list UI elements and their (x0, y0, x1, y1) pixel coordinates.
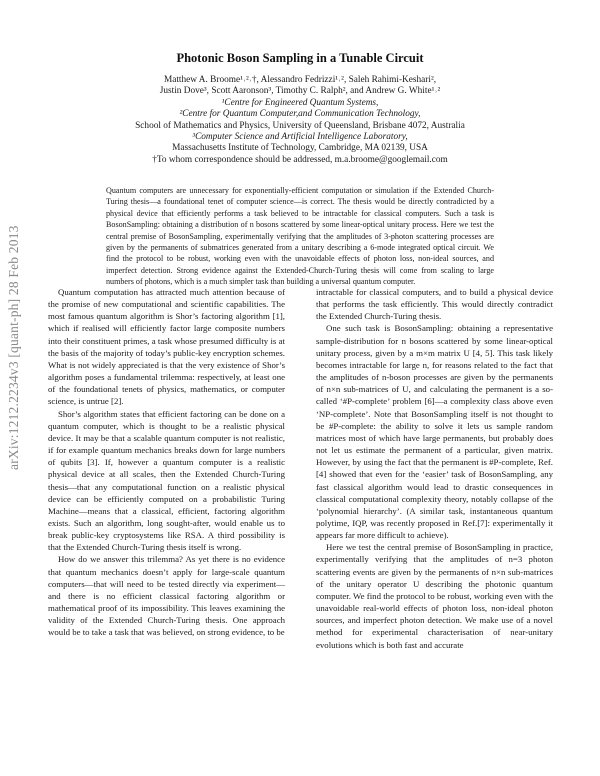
body-column-right (316, 286, 553, 651)
body-paragraph: One such task is BosonSampling: obtaining a representative sample-distribution for n bosons scattered by some linear-optical unitary process, given by a m×m matrix U [4, 5]. This task likely becomes intractable for large n, for reasons related to the fact that the amplitudes of n-boson processes are given by the permanents of n×n sub-matrices of U, and calculating the permanent is a so-called ‘#P-complete’ problem [6]—a complexity class above even ‘NP-complete’. Note that BosonSampling itself is not thought to be #P-complete: the ability to solve it lets us sample random matrices most of which have large permanents, but probably does not let us estimate the permanent of a particular, given matrix. However, by using the fact that the permanent is #P-complete, Ref. [4] showed that even for the ‘easier’ task of BosonSampling, any fast classical algorithm would lead to drastic consequences in classical computational complexity theory, notably collapse of the ‘polynomial hierarchy’. (A similar task, instantaneous quantum polytime, IQP, was recently proposed in Ref.[7]: experimentally it appears far more difficult to achieve). (316, 323, 553, 541)
body-paragraph: Quantum computation has attracted much attention because of the promise of new computational and scientific capabilities. The most famous quantum algorithm is Shor’s factoring algorithm [1], which if realised will efficiently factor large composite numbers into their constituent primes, a task whose presumed difficulty is at the basis of the majority of today’s public-key encryption schemes. What is not widely appreciated is that the very existence of Shor’s algorithm poses a fundamental trilemma: respectively, at least one of the foundational tenets of physics, mathematics, or computer science, is untrue [2]. (48, 287, 285, 407)
paper-title: Photonic Boson Sampling in a Tunable Circuit (176, 51, 424, 65)
abstract-text: Quantum computers are unnecessary for exponentially-efficient computation or simulation if the Extended Church-Turing thesis—a foundational tenet of computer science—is correct. The thesis would be directly contradicted by a physical device that efficiently performs a task believed to be intractable for classical computers. Such a task is BosonSampling: obtaining a distribution of n bosons scattered by some linear-optical unitary process. Here we test the central premise of BosonSampling, experimentally verifying that the amplitudes of 3-photon scattering processes are given by the permanents of submatrices generated from a unitary describing a 6-mode integrated optical circuit. We find the protocol to be robust, working even with the unavoidable effects of photon loss, non-ideal sources, and imperfect detection. Strong evidence against the Extended-Church-Turing thesis will come from scaling to large numbers of photons, which is a much simpler task than building a universal quantum computer. (106, 186, 494, 287)
affiliation-3: School of Mathematics and Physics, University of Queensland, Brisbane 4072, Australia (135, 120, 465, 131)
body-paragraph: intractable for classical computers, and to build a physical device that performs the task efficiently. This would directly contradict the Extended Church-Turing thesis. (316, 287, 553, 322)
affiliation-1: ¹Centre for Engineered Quantum Systems, (221, 97, 379, 108)
body-paragraph: How do we answer this trilemma? As yet there is no evidence that quantum mechanics doesn’t apply for large-scale quantum computers—that will need to be tested directly via experiment—and there is no efficient classical factoring algorithm or mathematical proof of its impossibility. This leaves examining the validity of the Extended Church-Turing thesis. One approach would be to take a task that was believed, on strong evidence, to be (48, 554, 285, 638)
affiliation-4: ³Computer Science and Artificial Intelligence Laboratory, (192, 132, 408, 143)
affiliation-5: Massachusetts Institute of Technology, Cambridge, MA 02139, USA (172, 143, 428, 154)
author-list-line-1: Matthew A. Broome¹˒²˒†, Alessandro Fedrizzi¹˒², Saleh Rahimi-Keshari², (163, 75, 437, 85)
affiliation-2: ²Centre for Quantum Computer,and Communication Technology, (179, 109, 421, 120)
author-list-line-2: Justin Dove³, Scott Aaronson³, Timothy C. Ralph², and Andrew G. White¹˒² (159, 86, 441, 97)
body-paragraph: Here we test the central premise of BosonSampling in practice, experimentally verifying that the amplitudes of n=3 photon scattering events are given by the permanents of n×n sub-matrices of the unitary operator U describing the photonic quantum computer. We find the protocol to be robust, working even with the unavoidable real-world effects of photon loss, non-ideal photon sources, and imperfect photon detection. We make use of a novel method for experimental characterisation of near-unitary evolutions which is both fast and accurate (316, 542, 553, 650)
body-paragraph: Shor’s algorithm states that efficient factoring can be done on a quantum computer, which is thought to be a realistic physical device. It may be that a scalable quantum computer is not realistic, if for example quantum mechanics breaks down for large numbers of qubits [3]. If, however a quantum computer is a realistic physical device at all scales, then the Extended Church-Turing thesis—that any computational function on a realistic physical device can be efficiently computed on a probabilistic Turing Machine—means that a classical, efficient, factoring algorithm exists. Such an algorithm, long sought-after, would enable us to break public-key cryptosystems like RSA. A third possibility is that the Extended Church-Turing thesis itself is wrong. (48, 408, 285, 553)
correspondence-note: †To whom correspondence should be addressed, m.a.broome@googlemail.com (152, 154, 448, 165)
author-block (40, 75, 560, 166)
abstract (106, 185, 494, 288)
body-column-left (48, 286, 285, 639)
arxiv-identifier-stamp[interactable]: arXiv:1212.2234v3 [quant-ph] 28 Feb 2013 (6, 225, 21, 470)
